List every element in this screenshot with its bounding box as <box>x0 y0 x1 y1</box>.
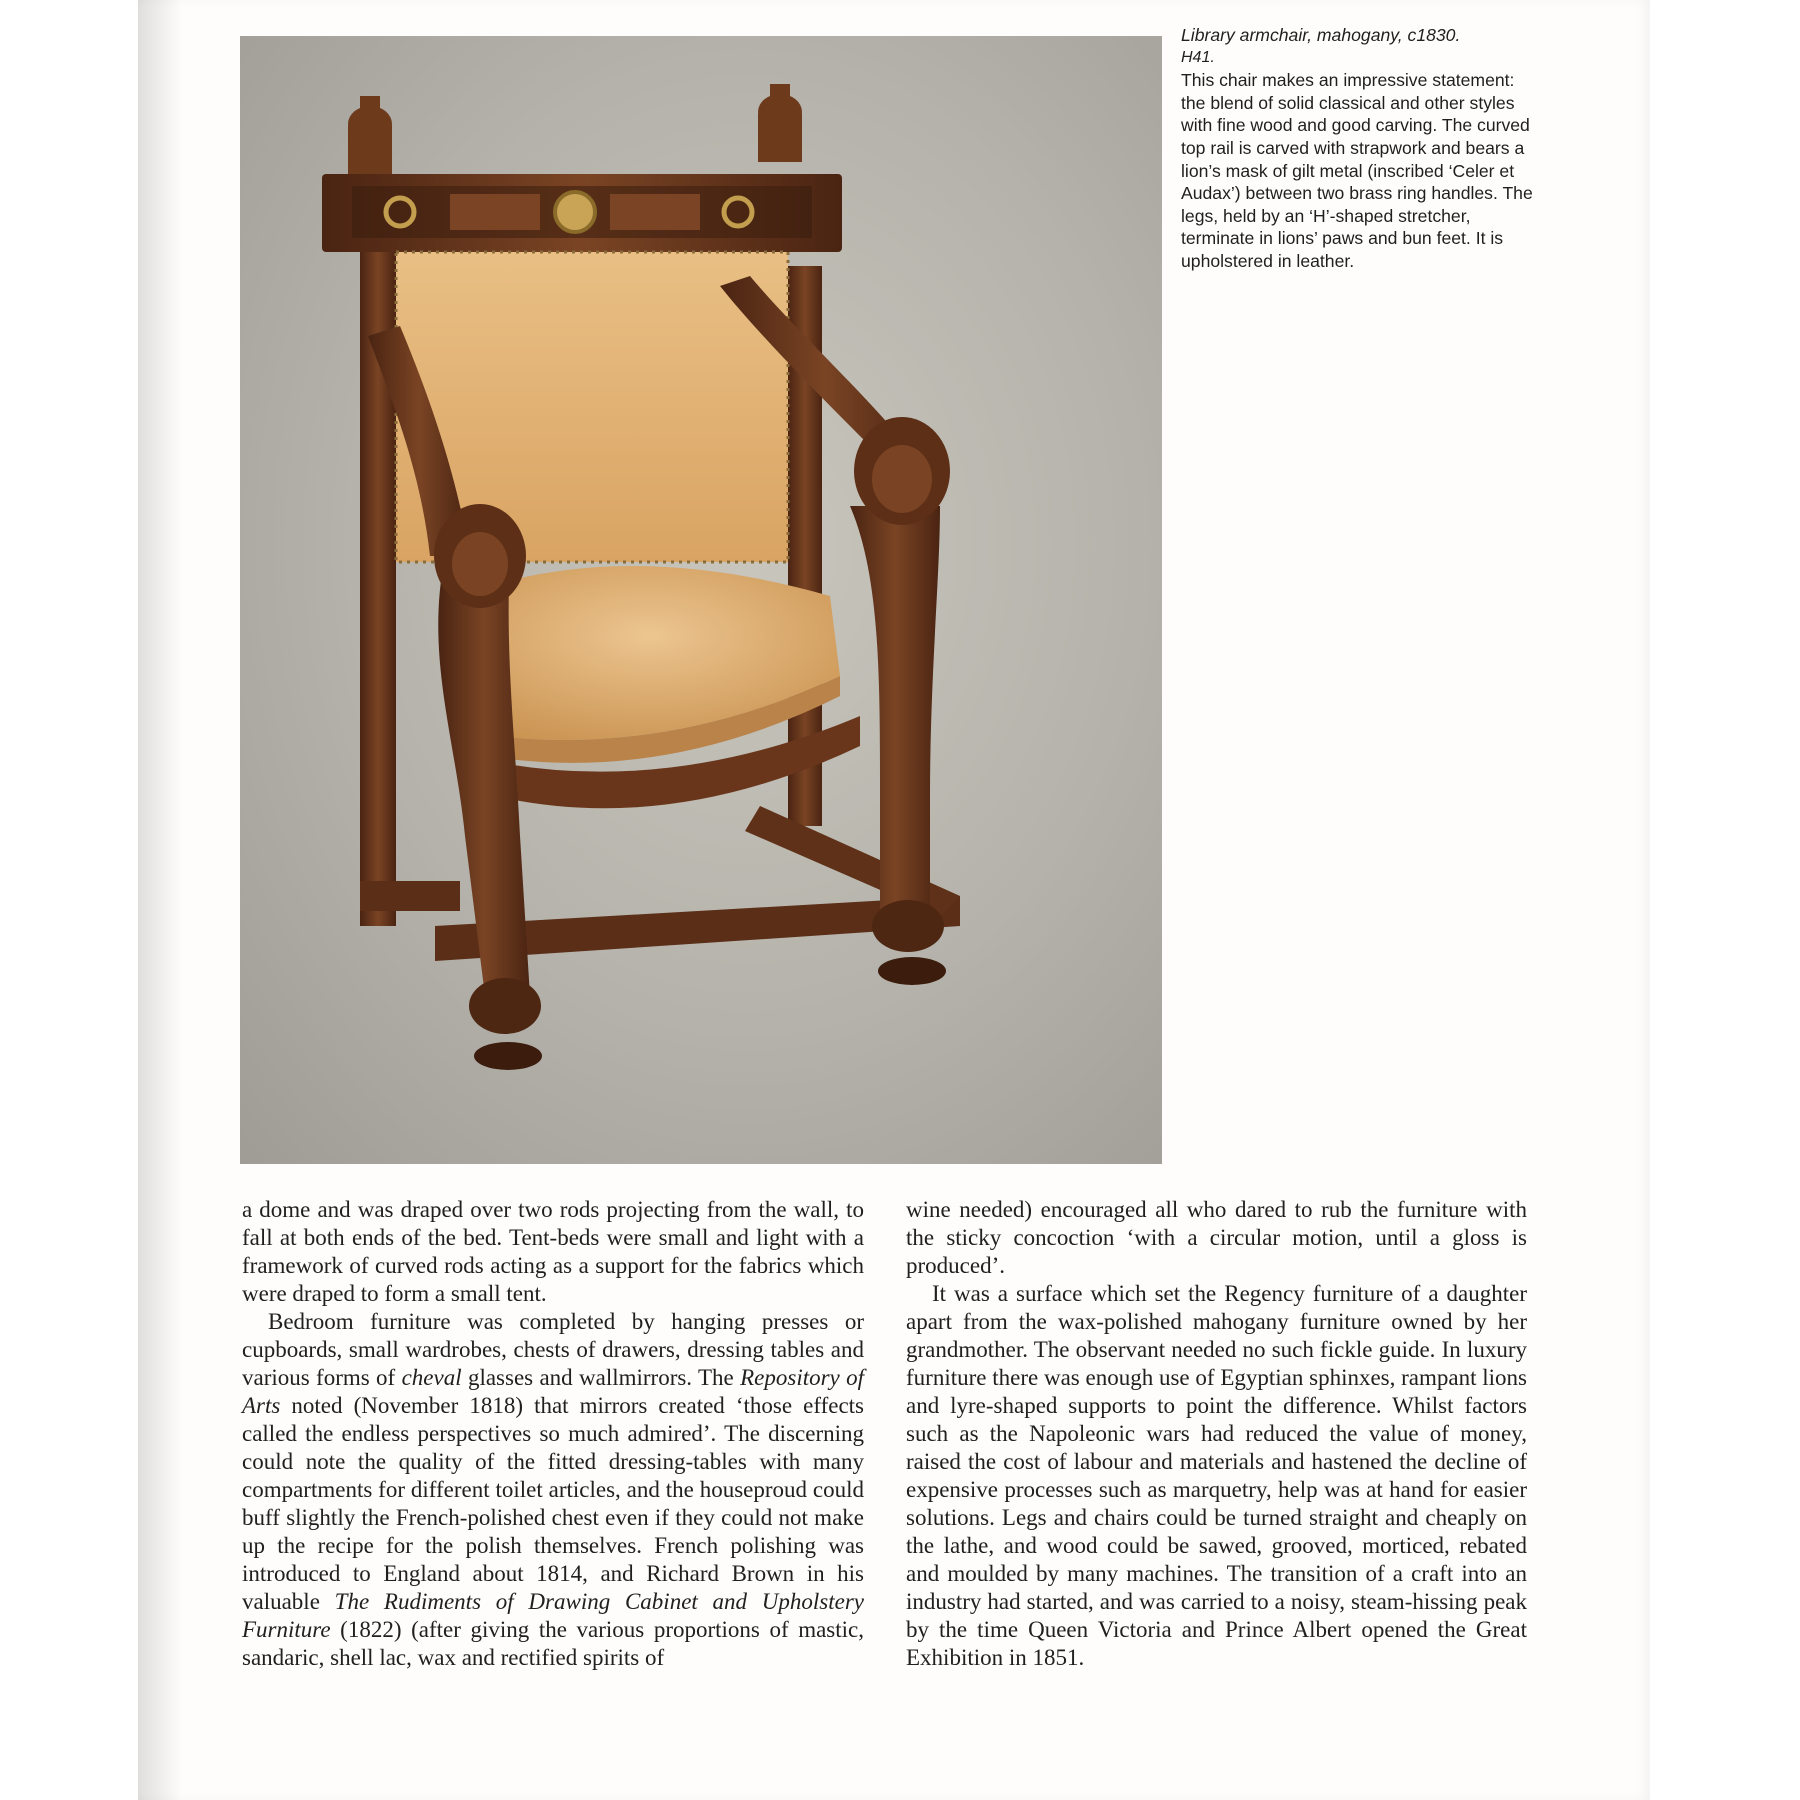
right-paragraph-1: wine needed) encouraged all who dared to rub the furniture with the sticky concoction ‘with a circular motion, until a gloss is produced’. <box>906 1197 1527 1278</box>
right-text-column <box>906 1196 1527 1672</box>
left-paragraph-1: a dome and was draped over two rods projecting from the wall, to fall at both ends of the bed. Tent-beds were small and light with a framework of curved rods acting as a support for the fabrics which were draped to form a small tent. <box>242 1197 864 1306</box>
armchair-illustration <box>240 36 1162 1164</box>
italic-publication: Repository of Arts <box>242 1365 864 1418</box>
left-text-column <box>242 1196 864 1672</box>
italic-book-title: The Rudiments of Drawing Cabinet and Upholstery Furniture <box>242 1589 865 1642</box>
binding-shadow <box>138 0 182 1800</box>
italic-term: cheval <box>401 1365 462 1390</box>
caption-title: Library armchair, mahogany, c1830. <box>1181 25 1461 45</box>
book-page <box>138 0 1650 1800</box>
caption-description: This chair makes an impressive statement: the blend of solid classical and other styles with fine wood and good carving. The curved top rail is carved with strapwork and bears a lion’s mask of gilt metal (inscribed ‘Celer et Audax’) between two brass ring handles. The legs, held by an ‘H’-shaped stretcher, terminate in lions’ paws and bun feet. It is upholstered in leather. <box>1181 70 1533 271</box>
text-run: Bedroom furniture was completed by hanging presses or cupboards, small wardrobes, chests of drawers, dressing tables and various forms of <box>242 1309 864 1390</box>
armchair-photo <box>240 36 1162 1164</box>
text-run: (1822) (after giving the various proportions of mastic, sandaric, shell lac, wax and rectified spirits of <box>242 1617 864 1670</box>
caption-height: H41. <box>1181 48 1215 66</box>
right-paragraph-2: It was a surface which set the Regency furniture of a daughter apart from the wax-polished mahogany furniture owned by her grandmother. The observant needed no such fickle guide. In luxury furniture there was enough use of Egyptian sphinxes, rampant lions and lyre-shaped supports to point the difference. Whilst factors such as the Napoleonic wars had reduced the value of money, raised the cost of labour and materials and hastened the decline of expensive processes such as marquetry, help was at hand for easier solutions. Legs and chairs could be turned straight and cheaply on the lathe, and wood could be sawed, grooved, morticed, rebated and moulded by many machines. The transition of a craft into an industry had started, and was carried to a noisy, steam-hissing peak by the time Queen Victoria and Prince Albert opened the Great Exhibition in 1851. <box>906 1281 1527 1670</box>
left-paragraph-2 <box>242 1308 864 1672</box>
text-run: glasses and wallmirrors. The <box>461 1365 741 1390</box>
text-run: noted (November 1818) that mirrors created ‘those effects called the endless perspectives so much admired’. The discerning could note the quality of the fitted dressing-tables with many compartments for different toilet articles, and the houseproud could buff slightly the French-polished chest even if they could not make up the recipe for the polish themselves. French polishing was introduced to England about 1814, and Richard Brown in his valuable <box>242 1393 864 1614</box>
photo-caption <box>1181 24 1536 273</box>
